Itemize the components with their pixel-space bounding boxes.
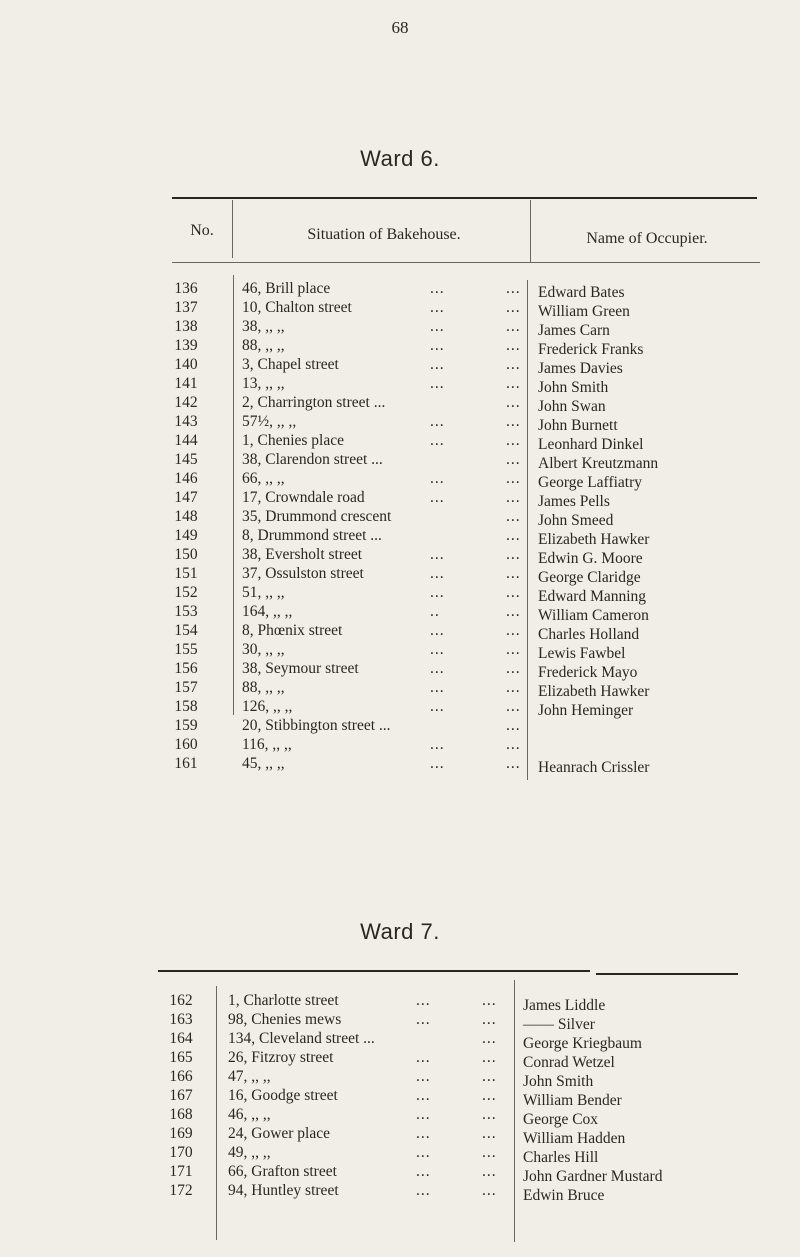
leader-dots: ... (482, 1049, 497, 1066)
leader-dots: ... (430, 299, 445, 316)
occupier-name: William Bender (523, 1092, 622, 1109)
bakehouse-situation: 126, ,, ,, (242, 698, 293, 715)
leader-dots: ... (506, 337, 521, 354)
leader-dots: ... (506, 698, 521, 715)
bakehouse-situation: 24, Gower place (228, 1125, 330, 1142)
leader-dots: ... (416, 992, 431, 1009)
row-number: 170 (169, 1144, 193, 1161)
leader-dots: ... (430, 698, 445, 715)
bakehouse-situation: 134, Cleveland street ... (228, 1030, 375, 1047)
occupier-name: William Cameron (538, 607, 649, 624)
table-row (0, 412, 800, 432)
table-row (0, 298, 800, 318)
row-number: 163 (169, 1011, 193, 1028)
header-situation: Situation of Bakehouse. (307, 226, 461, 243)
table-row (0, 1162, 800, 1185)
occupier-name: Edwin G. Moore (538, 550, 643, 567)
bakehouse-situation: 17, Crowndale road (242, 489, 365, 506)
occupier-name: —— Silver (523, 1016, 595, 1033)
table-row (0, 1105, 800, 1128)
table-row (0, 1029, 800, 1052)
occupier-name: George Kriegbaum (523, 1035, 642, 1052)
leader-dots: ... (430, 641, 445, 658)
leader-dots: ... (506, 356, 521, 373)
leader-dots: ... (430, 565, 445, 582)
bakehouse-situation: 98, Chenies mews (228, 1011, 342, 1028)
leader-dots: ... (430, 736, 445, 753)
row-number: 151 (174, 565, 198, 582)
table-row (0, 678, 800, 698)
leader-dots: ... (430, 375, 445, 392)
leader-dots: ... (430, 318, 445, 335)
leader-dots: ... (430, 755, 445, 772)
occupier-name: John Smith (538, 379, 609, 396)
table-row (0, 469, 800, 489)
table-top-rule (158, 970, 590, 972)
bakehouse-situation: 37, Ossulston street (242, 565, 364, 582)
occupier-name: James Carn (538, 322, 610, 339)
row-number: 139 (174, 337, 198, 354)
bakehouse-situation: 66, ,, ,, (242, 470, 285, 487)
bakehouse-situation: 8, Drummond street ... (242, 527, 382, 544)
table-row (0, 1086, 800, 1109)
leader-dots: .. (430, 603, 440, 620)
occupier-name: Heanrach Crissler (538, 759, 650, 776)
row-number: 153 (174, 603, 198, 620)
table-row (0, 317, 800, 337)
page-number: 68 (391, 18, 409, 37)
leader-dots: ... (416, 1144, 431, 1161)
column-divider (530, 200, 531, 262)
table-row (0, 1143, 800, 1166)
bakehouse-situation: 30, ,, ,, (242, 641, 285, 658)
occupier-name: John Swan (538, 398, 606, 415)
leader-dots: ... (416, 1049, 431, 1066)
row-number: 138 (174, 318, 198, 335)
table-row (0, 1124, 800, 1147)
row-number: 169 (169, 1125, 193, 1142)
leader-dots: ... (506, 755, 521, 772)
bakehouse-situation: 16, Goodge street (228, 1087, 338, 1104)
row-number: 148 (174, 508, 198, 525)
bakehouse-situation: 94, Huntley street (228, 1182, 339, 1199)
row-number: 164 (169, 1030, 193, 1047)
leader-dots: ... (430, 280, 445, 297)
row-number: 158 (174, 698, 198, 715)
row-number: 172 (169, 1182, 193, 1199)
occupier-name: William Hadden (523, 1130, 626, 1147)
leader-dots: ... (416, 1068, 431, 1085)
leader-dots: ... (416, 1163, 431, 1180)
row-number: 140 (174, 356, 198, 373)
occupier-name: Edward Manning (538, 588, 647, 605)
bakehouse-situation: 45, ,, ,, (242, 755, 285, 772)
occupier-name: Frederick Franks (538, 341, 644, 358)
occupier-name: Elizabeth Hawker (538, 683, 650, 700)
ward-6-title: Ward 6. (360, 146, 440, 171)
row-number: 145 (174, 451, 198, 468)
occupier-name: Charles Hill (523, 1149, 599, 1166)
table-row (0, 355, 800, 375)
row-number: 144 (174, 432, 198, 449)
occupier-name: George Claridge (538, 569, 641, 586)
leader-dots: ... (416, 1087, 431, 1104)
table-row (0, 1181, 800, 1204)
bakehouse-situation: 26, Fitzroy street (228, 1049, 334, 1066)
row-number: 141 (174, 375, 198, 392)
leader-dots: ... (506, 280, 521, 297)
table-row (0, 431, 800, 451)
row-number: 152 (174, 584, 198, 601)
leader-dots: ... (506, 394, 521, 411)
table-row (0, 1010, 800, 1033)
bakehouse-situation: 35, Drummond crescent (242, 508, 392, 525)
table-top-rule (596, 973, 738, 975)
row-number: 155 (174, 641, 198, 658)
leader-dots: ... (506, 432, 521, 449)
row-number: 136 (174, 280, 198, 297)
leader-dots: ... (416, 1125, 431, 1142)
bakehouse-situation: 38, Eversholt street (242, 546, 363, 563)
occupier-name: Frederick Mayo (538, 664, 638, 681)
occupier-name: John Burnett (538, 417, 618, 434)
header-bottom-rule (172, 262, 760, 263)
row-number: 157 (174, 679, 198, 696)
bakehouse-situation: 20, Stibbington street ... (242, 717, 391, 734)
row-number: 156 (174, 660, 198, 677)
row-number: 143 (174, 413, 198, 430)
table-row (0, 735, 800, 755)
leader-dots: ... (416, 1011, 431, 1028)
table-row (0, 754, 800, 774)
leader-dots: ... (506, 717, 521, 734)
bakehouse-situation: 47, ,, ,, (228, 1068, 271, 1085)
leader-dots: ... (416, 1182, 431, 1199)
header-occupier: Name of Occupier. (586, 230, 708, 247)
bakehouse-situation: 46, Brill place (242, 280, 331, 297)
occupier-name: John Gardner Mustard (523, 1168, 663, 1185)
bakehouse-situation: 10, Chalton street (242, 299, 352, 316)
row-number: 149 (174, 527, 198, 544)
table-row (0, 488, 800, 508)
leader-dots: ... (506, 641, 521, 658)
occupier-name: Leonhard Dinkel (538, 436, 644, 453)
leader-dots: ... (506, 527, 521, 544)
leader-dots: ... (482, 1144, 497, 1161)
leader-dots: ... (482, 1087, 497, 1104)
table-row (0, 336, 800, 356)
leader-dots: ... (506, 299, 521, 316)
bakehouse-situation: 88, ,, ,, (242, 679, 285, 696)
occupier-name: Conrad Wetzel (523, 1054, 615, 1071)
table-row (0, 507, 800, 527)
leader-dots: ... (430, 413, 445, 430)
leader-dots: ... (430, 679, 445, 696)
table-row (0, 659, 800, 679)
occupier-name: James Pells (538, 493, 610, 510)
leader-dots: ... (506, 375, 521, 392)
occupier-name: John Heminger (538, 702, 634, 719)
row-number: 147 (174, 489, 198, 506)
leader-dots: ... (430, 546, 445, 563)
table-row (0, 374, 800, 394)
leader-dots: ... (506, 546, 521, 563)
table-row (0, 1048, 800, 1071)
row-number: 168 (169, 1106, 193, 1123)
leader-dots: ... (506, 622, 521, 639)
occupier-name: Elizabeth Hawker (538, 531, 650, 548)
ward-7-title: Ward 7. (360, 919, 440, 944)
leader-dots: ... (482, 1106, 497, 1123)
bakehouse-situation: 8, Phœnix street (242, 622, 343, 639)
leader-dots: ... (506, 318, 521, 335)
row-number: 161 (174, 755, 198, 772)
leader-dots: ... (506, 508, 521, 525)
leader-dots: ... (506, 660, 521, 677)
table-row (0, 583, 800, 603)
table-row (0, 564, 800, 584)
leader-dots: ... (482, 992, 497, 1009)
occupier-name: John Smeed (538, 512, 614, 529)
leader-dots: ... (430, 584, 445, 601)
leader-dots: ... (482, 1182, 497, 1199)
table-row (0, 697, 800, 717)
leader-dots: ... (430, 470, 445, 487)
row-number: 167 (169, 1087, 193, 1104)
bakehouse-situation: 2, Charrington street ... (242, 394, 386, 411)
row-number: 154 (174, 622, 198, 639)
occupier-name: James Davies (538, 360, 623, 377)
leader-dots: ... (482, 1125, 497, 1142)
table-row (0, 716, 800, 736)
leader-dots: ... (482, 1030, 497, 1047)
table-row (0, 621, 800, 641)
leader-dots: ... (506, 565, 521, 582)
occupier-name: James Liddle (523, 997, 606, 1014)
table-row (0, 991, 800, 1014)
bakehouse-situation: 164, ,, ,, (242, 603, 293, 620)
occupier-name: George Cox (523, 1111, 599, 1128)
leader-dots: ... (430, 356, 445, 373)
table-row (0, 545, 800, 565)
column-divider (232, 200, 233, 258)
bakehouse-situation: 66, Grafton street (228, 1163, 337, 1180)
leader-dots: ... (506, 413, 521, 430)
leader-dots: ... (430, 660, 445, 677)
leader-dots: ... (482, 1163, 497, 1180)
bakehouse-situation: 46, ,, ,, (228, 1106, 271, 1123)
bakehouse-situation: 38, Seymour street (242, 660, 359, 677)
leader-dots: ... (416, 1106, 431, 1123)
bakehouse-situation: 1, Charlotte street (228, 992, 339, 1009)
leader-dots: ... (506, 470, 521, 487)
row-number: 150 (174, 546, 198, 563)
table-row (0, 1067, 800, 1090)
row-number: 137 (174, 299, 198, 316)
bakehouse-situation: 49, ,, ,, (228, 1144, 271, 1161)
leader-dots: ... (506, 584, 521, 601)
occupier-name: John Smith (523, 1073, 594, 1090)
occupier-name: William Green (538, 303, 630, 320)
occupier-name: Edwin Bruce (523, 1187, 605, 1204)
bakehouse-situation: 116, ,, ,, (242, 736, 292, 753)
table-row (0, 602, 800, 622)
bakehouse-situation: 88, ,, ,, (242, 337, 285, 354)
bakehouse-situation: 13, ,, ,, (242, 375, 285, 392)
occupier-name: Albert Kreutzmann (538, 455, 659, 472)
table-row (0, 640, 800, 660)
bakehouse-situation: 3, Chapel street (242, 356, 339, 373)
table-row (0, 279, 800, 299)
leader-dots: ... (430, 432, 445, 449)
bakehouse-situation: 38, ,, ,, (242, 318, 285, 335)
leader-dots: ... (506, 736, 521, 753)
occupier-name: George Laffiatry (538, 474, 643, 491)
leader-dots: ... (430, 337, 445, 354)
bakehouse-situation: 38, Clarendon street ... (242, 451, 383, 468)
occupier-name: Charles Holland (538, 626, 640, 643)
occupier-name: Edward Bates (538, 284, 625, 301)
row-number: 171 (169, 1163, 193, 1180)
leader-dots: ... (430, 489, 445, 506)
table-row (0, 450, 800, 470)
row-number: 159 (174, 717, 198, 734)
row-number: 165 (169, 1049, 193, 1066)
leader-dots: ... (506, 451, 521, 468)
leader-dots: ... (482, 1068, 497, 1085)
leader-dots: ... (506, 603, 521, 620)
row-number: 142 (174, 394, 198, 411)
leader-dots: ... (482, 1011, 497, 1028)
table-row (0, 526, 800, 546)
occupier-name: Lewis Fawbel (538, 645, 626, 662)
row-number: 166 (169, 1068, 193, 1085)
bakehouse-situation: 1, Chenies place (242, 432, 345, 449)
table-top-rule (172, 197, 757, 199)
row-number: 146 (174, 470, 198, 487)
leader-dots: ... (506, 489, 521, 506)
bakehouse-situation: 51, ,, ,, (242, 584, 285, 601)
row-number: 160 (174, 736, 198, 753)
header-no: No. (190, 222, 214, 239)
table-row (0, 393, 800, 413)
row-number: 162 (169, 992, 193, 1009)
bakehouse-situation: 57½, ,, ,, (242, 413, 297, 430)
leader-dots: ... (430, 622, 445, 639)
leader-dots: ... (506, 679, 521, 696)
